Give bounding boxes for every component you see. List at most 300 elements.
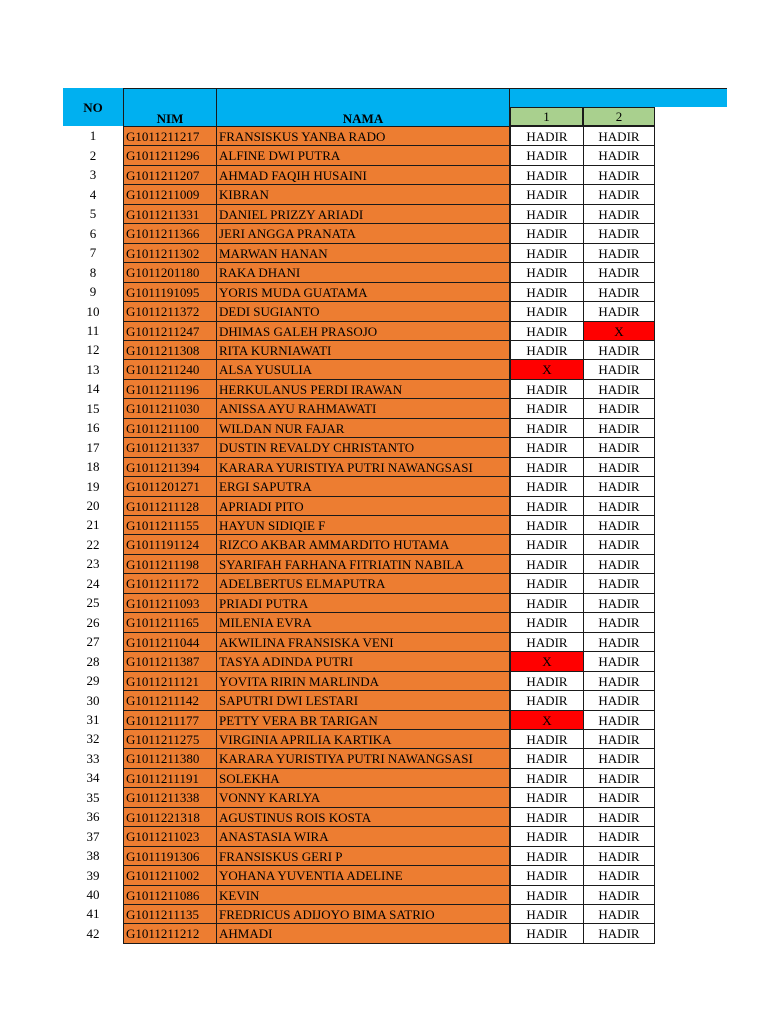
attendance-status: HADIR xyxy=(526,401,568,416)
row-nim: G1011211207 xyxy=(123,165,216,185)
attendance-status: HADIR xyxy=(526,420,568,436)
row-nama: FREDRICUS ADIJOYO BIMA SATRIO xyxy=(216,904,510,924)
row-nama: ALFINE DWI PUTRA xyxy=(216,145,510,166)
row-nim: G1011211128 xyxy=(123,496,216,516)
attendance-status: HADIR xyxy=(598,693,640,708)
attendance-status: HADIR xyxy=(526,887,568,903)
attendance-status: HADIR xyxy=(526,440,568,455)
row-nama: JERI ANGGA PRANATA xyxy=(216,223,510,244)
row-nama: RIZCO AKBAR AMMARDITO HUTAMA xyxy=(216,534,510,555)
row-nama: AGUSTINUS ROIS KOSTA xyxy=(216,807,510,827)
attendance-status: HADIR xyxy=(526,148,568,163)
present-mark-cell[interactable] xyxy=(583,437,655,458)
attendance-status: HADIR xyxy=(526,226,568,241)
attendance-status: HADIR xyxy=(598,576,640,591)
row-nama: HERKULANUS PERDI IRAWAN xyxy=(216,379,510,399)
present-mark-cell[interactable] xyxy=(583,768,655,788)
row-nim: G1011211196 xyxy=(123,379,216,399)
row-nim: G1011211100 xyxy=(123,418,216,438)
attendance-status: HADIR xyxy=(526,167,568,183)
row-no: 17 xyxy=(86,439,100,455)
present-mark-cell[interactable] xyxy=(583,243,655,263)
present-mark-cell[interactable] xyxy=(510,904,584,924)
row-no: 24 xyxy=(86,575,100,591)
row-nama: ANASTASIA WIRA xyxy=(216,826,510,847)
row-nim: G1011211217 xyxy=(123,126,216,146)
present-mark-cell[interactable] xyxy=(583,865,655,886)
present-mark-cell[interactable] xyxy=(583,282,655,302)
row-no: 42 xyxy=(86,925,100,941)
row-no: 34 xyxy=(86,770,100,785)
attendance-status: HADIR xyxy=(526,926,568,941)
attendance-status: X xyxy=(614,323,624,339)
row-nim: G1011211093 xyxy=(123,593,216,613)
present-mark-cell[interactable] xyxy=(583,534,655,555)
attendance-status: HADIR xyxy=(526,284,568,300)
attendance-status: HADIR xyxy=(598,887,640,903)
present-mark-cell[interactable] xyxy=(583,204,655,224)
header-no xyxy=(63,88,123,126)
row-nim: G1011191124 xyxy=(123,534,216,555)
attendance-status: HADIR xyxy=(598,790,640,805)
row-nim: G1011211302 xyxy=(123,243,216,263)
present-mark-cell[interactable] xyxy=(583,885,655,905)
attendance-status: HADIR xyxy=(526,265,568,280)
row-nama: VIRGINIA APRILIA KARTIKA xyxy=(216,729,510,749)
present-mark-cell[interactable] xyxy=(583,573,655,594)
row-nim: G1011211002 xyxy=(123,865,216,886)
row-nama: ANISSA AYU RAHMAWATI xyxy=(216,398,510,419)
present-mark-cell[interactable] xyxy=(583,787,655,808)
attendance-status: HADIR xyxy=(526,537,568,552)
header-session-2-label: 2 xyxy=(615,109,623,124)
row-nama: SAPUTRI DWI LESTARI xyxy=(216,690,510,711)
attendance-status: HADIR xyxy=(598,634,640,650)
absent-mark-cell[interactable] xyxy=(510,710,584,730)
row-nama: FRANSISKUS YANBA RADO xyxy=(216,126,510,146)
present-mark-cell[interactable] xyxy=(510,204,584,224)
row-no: 33 xyxy=(86,750,100,766)
present-mark-cell[interactable] xyxy=(510,262,584,283)
row-nim: G1011211044 xyxy=(123,632,216,652)
row-no: 28 xyxy=(86,653,100,669)
row-nim: G1011221318 xyxy=(123,807,216,827)
present-mark-cell[interactable] xyxy=(510,223,584,244)
row-nama: WILDAN NUR FAJAR xyxy=(216,418,510,438)
row-nama: PETTY VERA BR TARIGAN xyxy=(216,710,510,730)
header-nama-label: NAMA xyxy=(342,111,384,126)
present-mark-cell[interactable] xyxy=(510,165,584,185)
attendance-status: HADIR xyxy=(598,868,640,883)
present-mark-cell[interactable] xyxy=(510,515,584,535)
row-no: 30 xyxy=(86,692,100,708)
row-nim: G1011211142 xyxy=(123,690,216,711)
present-mark-cell[interactable] xyxy=(510,671,584,691)
attendance-status: HADIR xyxy=(598,226,640,241)
attendance-status: HADIR xyxy=(598,906,640,922)
row-nim: G1011211172 xyxy=(123,573,216,594)
present-mark-cell[interactable] xyxy=(510,145,584,166)
header-session-2 xyxy=(583,107,655,126)
row-nama: SOLEKHA xyxy=(216,768,510,788)
row-nama: AHMAD FAQIH HUSAINI xyxy=(216,165,510,185)
row-no: 26 xyxy=(86,614,100,630)
row-nama: DEDI SUGIANTO xyxy=(216,301,510,322)
row-nim: G1011211337 xyxy=(123,437,216,458)
attendance-status: HADIR xyxy=(526,615,568,630)
attendance-status: HADIR xyxy=(598,128,640,144)
attendance-status: HADIR xyxy=(526,498,568,514)
attendance-status: HADIR xyxy=(526,342,568,358)
row-no: 7 xyxy=(89,245,97,260)
attendance-status: HADIR xyxy=(598,751,640,766)
attendance-status: HADIR xyxy=(598,245,640,261)
row-nama: APRIADI PITO xyxy=(216,496,510,516)
attendance-status: HADIR xyxy=(526,770,568,786)
attendance-status: HADIR xyxy=(598,517,640,533)
attendance-status: HADIR xyxy=(598,595,640,611)
row-nim: G1011191306 xyxy=(123,846,216,866)
row-nama: MILENIA EVRA xyxy=(216,612,510,633)
present-mark-cell[interactable] xyxy=(583,359,655,380)
present-mark-cell[interactable] xyxy=(510,534,584,555)
row-nim: G1011211023 xyxy=(123,826,216,847)
present-mark-cell[interactable] xyxy=(583,729,655,749)
present-mark-cell[interactable] xyxy=(510,398,584,419)
row-nim: G1011211191 xyxy=(123,768,216,788)
present-mark-cell[interactable] xyxy=(583,379,655,399)
attendance-status: HADIR xyxy=(526,206,568,222)
row-nim: G1011211247 xyxy=(123,321,216,341)
attendance-status: HADIR xyxy=(526,128,568,144)
row-nama: ALSA YUSULIA xyxy=(216,359,510,380)
row-no: 41 xyxy=(86,906,100,921)
row-nama: KARARA YURISTIYA PUTRI NAWANGSASI xyxy=(216,457,510,477)
attendance-status: HADIR xyxy=(598,401,640,416)
present-mark-cell[interactable] xyxy=(583,710,655,730)
present-mark-cell[interactable] xyxy=(510,457,584,477)
row-nim: G1011211275 xyxy=(123,729,216,749)
present-mark-cell[interactable] xyxy=(510,768,584,788)
attendance-status: HADIR xyxy=(598,731,640,747)
present-mark-cell[interactable] xyxy=(510,690,584,711)
present-mark-cell[interactable] xyxy=(510,729,584,749)
row-nama: RAKA DHANI xyxy=(216,262,510,283)
row-no: 4 xyxy=(89,186,97,202)
row-no: 5 xyxy=(89,206,97,221)
attendance-status: HADIR xyxy=(526,245,568,261)
attendance-status: HADIR xyxy=(526,459,568,475)
row-nim: G1011211296 xyxy=(123,145,216,166)
attendance-status: HADIR xyxy=(598,654,640,669)
row-nama: TASYA ADINDA PUTRI xyxy=(216,651,510,672)
present-mark-cell[interactable] xyxy=(583,301,655,322)
present-mark-cell[interactable] xyxy=(583,223,655,244)
header-nama xyxy=(216,88,510,126)
row-nim: G1011211366 xyxy=(123,223,216,244)
row-nim: G1011211308 xyxy=(123,340,216,360)
row-nim: G1011211394 xyxy=(123,457,216,477)
row-nim: G1011211155 xyxy=(123,515,216,535)
present-mark-cell[interactable] xyxy=(583,418,655,438)
present-mark-cell[interactable] xyxy=(583,632,655,652)
header-nim-label: NIM xyxy=(156,111,184,126)
attendance-status: X xyxy=(542,654,552,669)
present-mark-cell[interactable] xyxy=(510,865,584,886)
present-mark-cell[interactable] xyxy=(583,145,655,166)
present-mark-cell[interactable] xyxy=(510,496,584,516)
present-mark-cell[interactable] xyxy=(510,554,584,574)
row-no: 27 xyxy=(86,634,100,649)
present-mark-cell[interactable] xyxy=(583,671,655,691)
row-no: 18 xyxy=(86,459,100,474)
present-mark-cell[interactable] xyxy=(583,515,655,535)
present-mark-cell[interactable] xyxy=(583,554,655,574)
row-nama: AKWILINA FRANSISKA VENI xyxy=(216,632,510,652)
present-mark-cell[interactable] xyxy=(510,126,584,146)
row-no: 19 xyxy=(86,478,100,494)
header-no-label: NO xyxy=(83,99,103,115)
present-mark-cell[interactable] xyxy=(510,301,584,322)
row-no: 22 xyxy=(86,536,100,552)
row-nama: VONNY KARLYA xyxy=(216,787,510,808)
row-nama: KARARA YURISTIYA PUTRI NAWANGSASI xyxy=(216,748,510,769)
attendance-status: HADIR xyxy=(598,809,640,825)
attendance-status: HADIR xyxy=(598,362,640,377)
present-mark-cell[interactable] xyxy=(510,184,584,205)
attendance-status: HADIR xyxy=(526,304,568,319)
row-nama: MARWAN HANAN xyxy=(216,243,510,263)
attendance-status: HADIR xyxy=(598,304,640,319)
attendance-status: HADIR xyxy=(526,848,568,864)
attendance-status: HADIR xyxy=(526,693,568,708)
present-mark-cell[interactable] xyxy=(583,165,655,185)
header-nim xyxy=(123,88,216,126)
row-no: 8 xyxy=(89,264,97,280)
present-mark-cell[interactable] xyxy=(510,846,584,866)
present-mark-cell[interactable] xyxy=(510,807,584,827)
attendance-status: HADIR xyxy=(598,479,640,494)
attendance-status: HADIR xyxy=(526,731,568,747)
row-nama: DHIMAS GALEH PRASOJO xyxy=(216,321,510,341)
row-nama: SYARIFAH FARHANA FITRIATIN NABILA xyxy=(216,554,510,574)
present-mark-cell[interactable] xyxy=(510,632,584,652)
present-mark-cell[interactable] xyxy=(583,690,655,711)
attendance-status: HADIR xyxy=(526,187,568,202)
present-mark-cell[interactable] xyxy=(510,340,584,360)
row-nim: G1011211165 xyxy=(123,612,216,633)
attendance-status: HADIR xyxy=(598,829,640,844)
attendance-status: HADIR xyxy=(598,167,640,183)
row-no: 3 xyxy=(89,167,97,182)
present-mark-cell[interactable] xyxy=(583,262,655,283)
attendance-status: HADIR xyxy=(598,459,640,475)
header-session-1-label: 1 xyxy=(543,109,550,124)
absent-mark-cell[interactable] xyxy=(510,651,584,672)
present-mark-cell[interactable] xyxy=(583,496,655,516)
row-nim: G1011211372 xyxy=(123,301,216,322)
attendance-status: HADIR xyxy=(526,906,568,922)
attendance-status: HADIR xyxy=(526,517,568,533)
attendance-status: HADIR xyxy=(598,926,640,941)
present-mark-cell[interactable] xyxy=(583,184,655,205)
row-no: 16 xyxy=(86,420,100,435)
absent-mark-cell[interactable] xyxy=(510,359,584,380)
row-no: 9 xyxy=(89,284,97,299)
attendance-status: HADIR xyxy=(598,615,640,630)
row-nama: ERGI SAPUTRA xyxy=(216,476,510,497)
row-nim: G1011201271 xyxy=(123,476,216,497)
row-no: 11 xyxy=(86,323,100,338)
attendance-status: HADIR xyxy=(526,576,568,591)
present-mark-cell[interactable] xyxy=(583,340,655,360)
attendance-status: HADIR xyxy=(526,479,568,494)
row-no: 20 xyxy=(86,498,100,513)
row-nama: KEVIN xyxy=(216,885,510,905)
row-no: 38 xyxy=(86,848,100,863)
present-mark-cell[interactable] xyxy=(510,321,584,341)
attendance-status: HADIR xyxy=(526,673,568,689)
row-nama: RITA KURNIAWATI xyxy=(216,340,510,360)
present-mark-cell[interactable] xyxy=(583,651,655,672)
row-no: 36 xyxy=(86,809,100,824)
row-nim: G1011211387 xyxy=(123,651,216,672)
row-no: 35 xyxy=(86,789,100,805)
attendance-status: HADIR xyxy=(598,848,640,864)
present-mark-cell[interactable] xyxy=(583,923,655,944)
present-mark-cell[interactable] xyxy=(510,748,584,769)
row-nim: G1011211212 xyxy=(123,923,216,944)
row-nim: G1011211009 xyxy=(123,184,216,205)
attendance-status: HADIR xyxy=(598,265,640,280)
present-mark-cell[interactable] xyxy=(510,923,584,944)
attendance-status: HADIR xyxy=(598,284,640,300)
row-nim: G1011211086 xyxy=(123,885,216,905)
row-no: 31 xyxy=(86,712,100,727)
present-mark-cell[interactable] xyxy=(583,748,655,769)
row-nim: G1011211338 xyxy=(123,787,216,808)
row-no: 37 xyxy=(86,828,100,844)
row-nim: G1011211380 xyxy=(123,748,216,769)
row-nim: G1011191095 xyxy=(123,282,216,302)
attendance-status: HADIR xyxy=(598,148,640,163)
attendance-status: HADIR xyxy=(526,868,568,883)
attendance-status: HADIR xyxy=(526,790,568,805)
row-nim: G1011201180 xyxy=(123,262,216,283)
row-no: 15 xyxy=(86,400,100,416)
attendance-status: X xyxy=(542,712,552,728)
present-mark-cell[interactable] xyxy=(583,826,655,847)
row-nim: G1011211177 xyxy=(123,710,216,730)
row-nim: G1011211240 xyxy=(123,359,216,380)
attendance-status: HADIR xyxy=(598,537,640,552)
row-nama: FRANSISKUS GERI P xyxy=(216,846,510,866)
row-no: 6 xyxy=(89,225,97,241)
present-mark-cell[interactable] xyxy=(510,437,584,458)
present-mark-cell[interactable] xyxy=(583,457,655,477)
attendance-status: HADIR xyxy=(598,673,640,689)
present-mark-cell[interactable] xyxy=(510,379,584,399)
row-nim: G1011211135 xyxy=(123,904,216,924)
absent-mark-cell[interactable] xyxy=(583,321,655,341)
attendance-status: X xyxy=(542,362,552,377)
present-mark-cell[interactable] xyxy=(583,846,655,866)
present-mark-cell[interactable] xyxy=(510,282,584,302)
attendance-status: HADIR xyxy=(598,556,640,572)
row-no: 40 xyxy=(86,887,100,902)
header-session-1 xyxy=(510,107,583,126)
present-mark-cell[interactable] xyxy=(510,593,584,613)
present-mark-cell[interactable] xyxy=(583,476,655,497)
row-nim: G1011211030 xyxy=(123,398,216,419)
row-no: 13 xyxy=(86,361,100,377)
present-mark-cell[interactable] xyxy=(583,126,655,146)
row-no: 32 xyxy=(86,731,100,746)
row-no: 14 xyxy=(86,381,100,396)
row-no: 21 xyxy=(86,517,100,532)
row-no: 1 xyxy=(89,128,97,143)
row-no: 39 xyxy=(86,867,100,883)
present-mark-cell[interactable] xyxy=(583,593,655,613)
attendance-status: HADIR xyxy=(598,381,640,397)
attendance-status: HADIR xyxy=(526,381,568,397)
present-mark-cell[interactable] xyxy=(510,612,584,633)
attendance-status: HADIR xyxy=(526,809,568,825)
row-nim: G1011211198 xyxy=(123,554,216,574)
present-mark-cell[interactable] xyxy=(510,418,584,438)
attendance-status: HADIR xyxy=(598,712,640,728)
row-nama: DANIEL PRIZZY ARIADI xyxy=(216,204,510,224)
present-mark-cell[interactable] xyxy=(510,826,584,847)
attendance-status: HADIR xyxy=(598,420,640,436)
attendance-status: HADIR xyxy=(526,323,568,339)
attendance-status: HADIR xyxy=(598,770,640,786)
attendance-status: HADIR xyxy=(598,206,640,222)
attendance-status: HADIR xyxy=(526,751,568,766)
present-mark-cell[interactable] xyxy=(510,787,584,808)
row-nama: DUSTIN REVALDY CHRISTANTO xyxy=(216,437,510,458)
attendance-status: HADIR xyxy=(526,829,568,844)
attendance-status: HADIR xyxy=(598,440,640,455)
attendance-status: HADIR xyxy=(598,498,640,514)
row-nim: G1011211121 xyxy=(123,671,216,691)
present-mark-cell[interactable] xyxy=(583,904,655,924)
row-no: 12 xyxy=(86,342,100,357)
attendance-status: HADIR xyxy=(526,556,568,572)
attendance-status: HADIR xyxy=(526,634,568,650)
row-nama: HAYUN SIDIQIE F xyxy=(216,515,510,535)
present-mark-cell[interactable] xyxy=(583,612,655,633)
header-session-band xyxy=(510,88,727,107)
row-nim: G1011211331 xyxy=(123,204,216,224)
row-nama: YOVITA RIRIN MARLINDA xyxy=(216,671,510,691)
row-no: 25 xyxy=(86,595,100,610)
attendance-status: HADIR xyxy=(598,342,640,358)
present-mark-cell[interactable] xyxy=(510,476,584,497)
row-nama: AHMADI xyxy=(216,923,510,944)
row-no: 10 xyxy=(86,303,100,319)
row-no: 29 xyxy=(86,673,100,688)
row-nama: ADELBERTUS ELMAPUTRA xyxy=(216,573,510,594)
present-mark-cell[interactable] xyxy=(510,885,584,905)
present-mark-cell[interactable] xyxy=(510,243,584,263)
row-no: 23 xyxy=(86,556,100,571)
row-nama: KIBRAN xyxy=(216,184,510,205)
present-mark-cell[interactable] xyxy=(510,573,584,594)
present-mark-cell[interactable] xyxy=(583,398,655,419)
present-mark-cell[interactable] xyxy=(583,807,655,827)
row-no: 2 xyxy=(89,147,97,163)
